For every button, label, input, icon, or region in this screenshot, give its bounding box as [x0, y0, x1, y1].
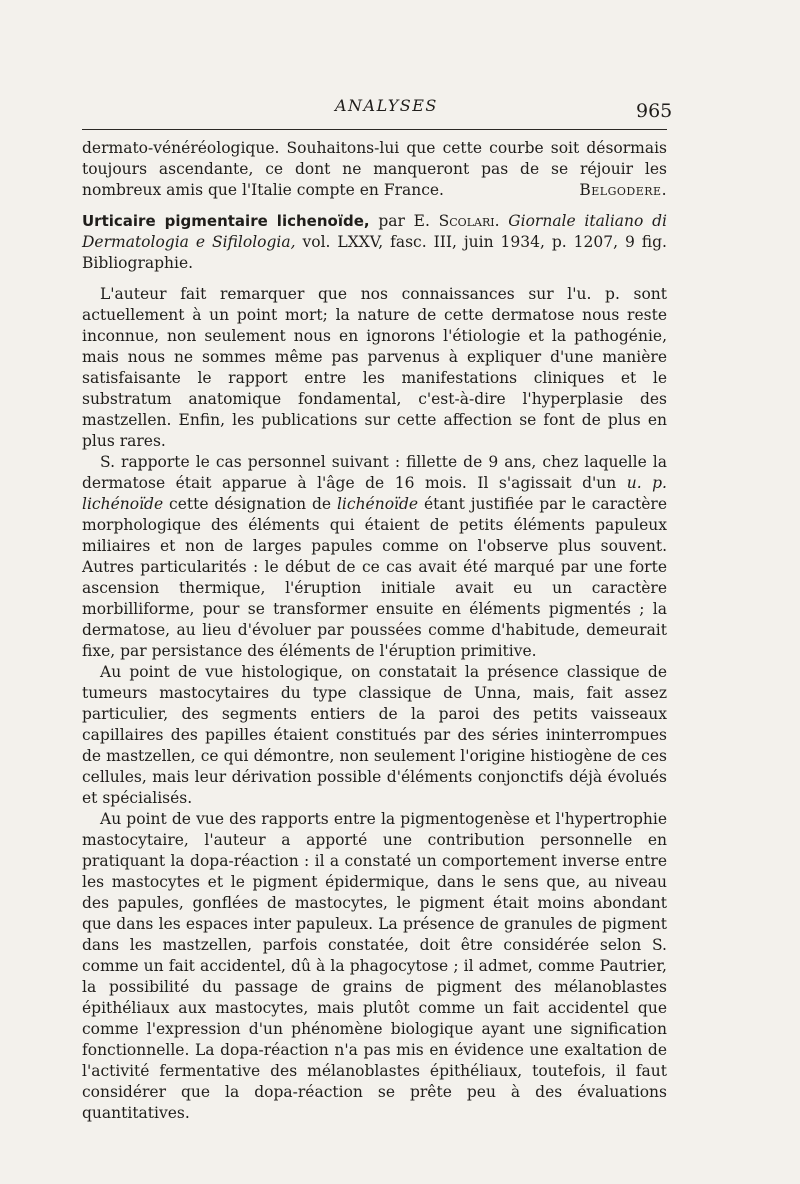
paragraph-2-term-b: lichénoïde: [336, 495, 419, 513]
paragraph-1: L'auteur fait remarquer que nos connaissances sur l'u. p. sont actuellement à un point mort; la nature de cette dermatose nous reste inconnue, non seulement nous en ignorons l'étiologie et la pathogénie, mais nous ne sommes même pas parvenus à expliquer d'une manière satisfaisante le rapport entre les manifestations cliniques et le substratum anatomique fondamental, c'est-à-dire l'hyperplasie des mastzellen. Enfin, les publications sur cette affection se font de plus en plus rares.: [82, 285, 667, 450]
paragraph-2-part-c: cette désignation de: [169, 495, 332, 513]
entry-journal: Giornale italiano di Dermatologia e Sifilologia,: [82, 212, 667, 251]
entry-by: par E.: [378, 212, 430, 230]
paragraph-2-part-a: S. rapporte le cas personnel suivant : fillette de 9 ans, chez laquelle la dermatose était apparue à l'âge de 16 mois. Il s'agissait d'un: [82, 453, 667, 492]
continued-paragraph: [82, 138, 667, 201]
paragraph-2-term-a: u. p. lichénoïde: [82, 474, 667, 513]
header-rule: [82, 129, 667, 130]
running-header: [0, 96, 800, 122]
continued-text: dermato-vénéréologique. Souhaitons-lui que cette courbe soit désormais toujours ascendante, ce dont ne manqueront pas de se réjouir les nombreux amis que l'Italie compte en France.: [82, 139, 667, 199]
paragraph-2-part-e: étant justifiée par le caractère morphologique des éléments qui étaient de petits éléments papuleux miliaires et non de larges papules comme on l'observe plus souvent. Autres particularités : le début de ce cas avait été marqué par une forte ascension thermique, l'éruption initiale avait eu un caractère morbilliforme, pour se transformer ensuite en éléments pigmentés ; la dermatose, au lieu d'évoluer par poussées comme d'habitude, demeurait fixe, par persistance des éléments de l'éruption primitive.: [82, 495, 667, 660]
body-text: [82, 138, 667, 1124]
entry-citation: vol. LXXV, fasc. III, juin 1934, p. 1207, 9 fig. Bibliographie.: [82, 233, 667, 272]
paragraph-2: [82, 452, 667, 662]
reviewer-signature: Belgodere.: [579, 181, 667, 199]
entry-title: Urticaire pigmentaire lichenoïde,: [82, 212, 370, 230]
page-number: 965: [636, 100, 673, 122]
entry-heading: [82, 211, 667, 274]
paragraph-3: Au point de vue histologique, on constatait la présence classique de tumeurs mastocytaires du type classique de Unna, mais, fait assez particulier, des segments entiers de la paroi des petits vaisseaux capillaires des papilles étaient constitués par des séries ininterrompues de mastzellen, ce qui démontre, non seulement l'origine histiogène de ces cellules, mais leur dérivation possible d'éléments conjonctifs déjà évolués et spécialisés.: [82, 663, 667, 807]
entry-author: Scolari.: [438, 212, 500, 230]
paragraph-4: Au point de vue des rapports entre la pigmentogenèse et l'hypertrophie mastocytaire, l'auteur a apporté une contribution personnelle en pratiquant la dopa-réaction : il a constaté un comportement inverse entre les mastocytes et le pigment épidermique, dans le sens que, au niveau des papules, gonflées de mastocytes, le pigment était moins abondant que dans les espaces inter papuleux. La présence de granules de pigment dans les mastzellen, parfois constatée, doit être considérée selon S. comme un fait accidentel, dû à la phagocytose ; il admet, comme Pautrier, la possibilité du passage de grains de pigment des mélanoblastes épithéliaux aux mastocytes, mais plutôt comme un fait accidentel que comme l'expression d'un phénomène biologique ayant une signification fonctionnelle. La dopa-réaction n'a pas mis en évidence une exaltation de l'activité fermentative des mélanoblastes épithéliaux, toutefois, il faut considérer que la dopa-réaction se prête peu à des évaluations quantitatives.: [82, 810, 667, 1122]
running-title: ANALYSES: [335, 96, 438, 115]
